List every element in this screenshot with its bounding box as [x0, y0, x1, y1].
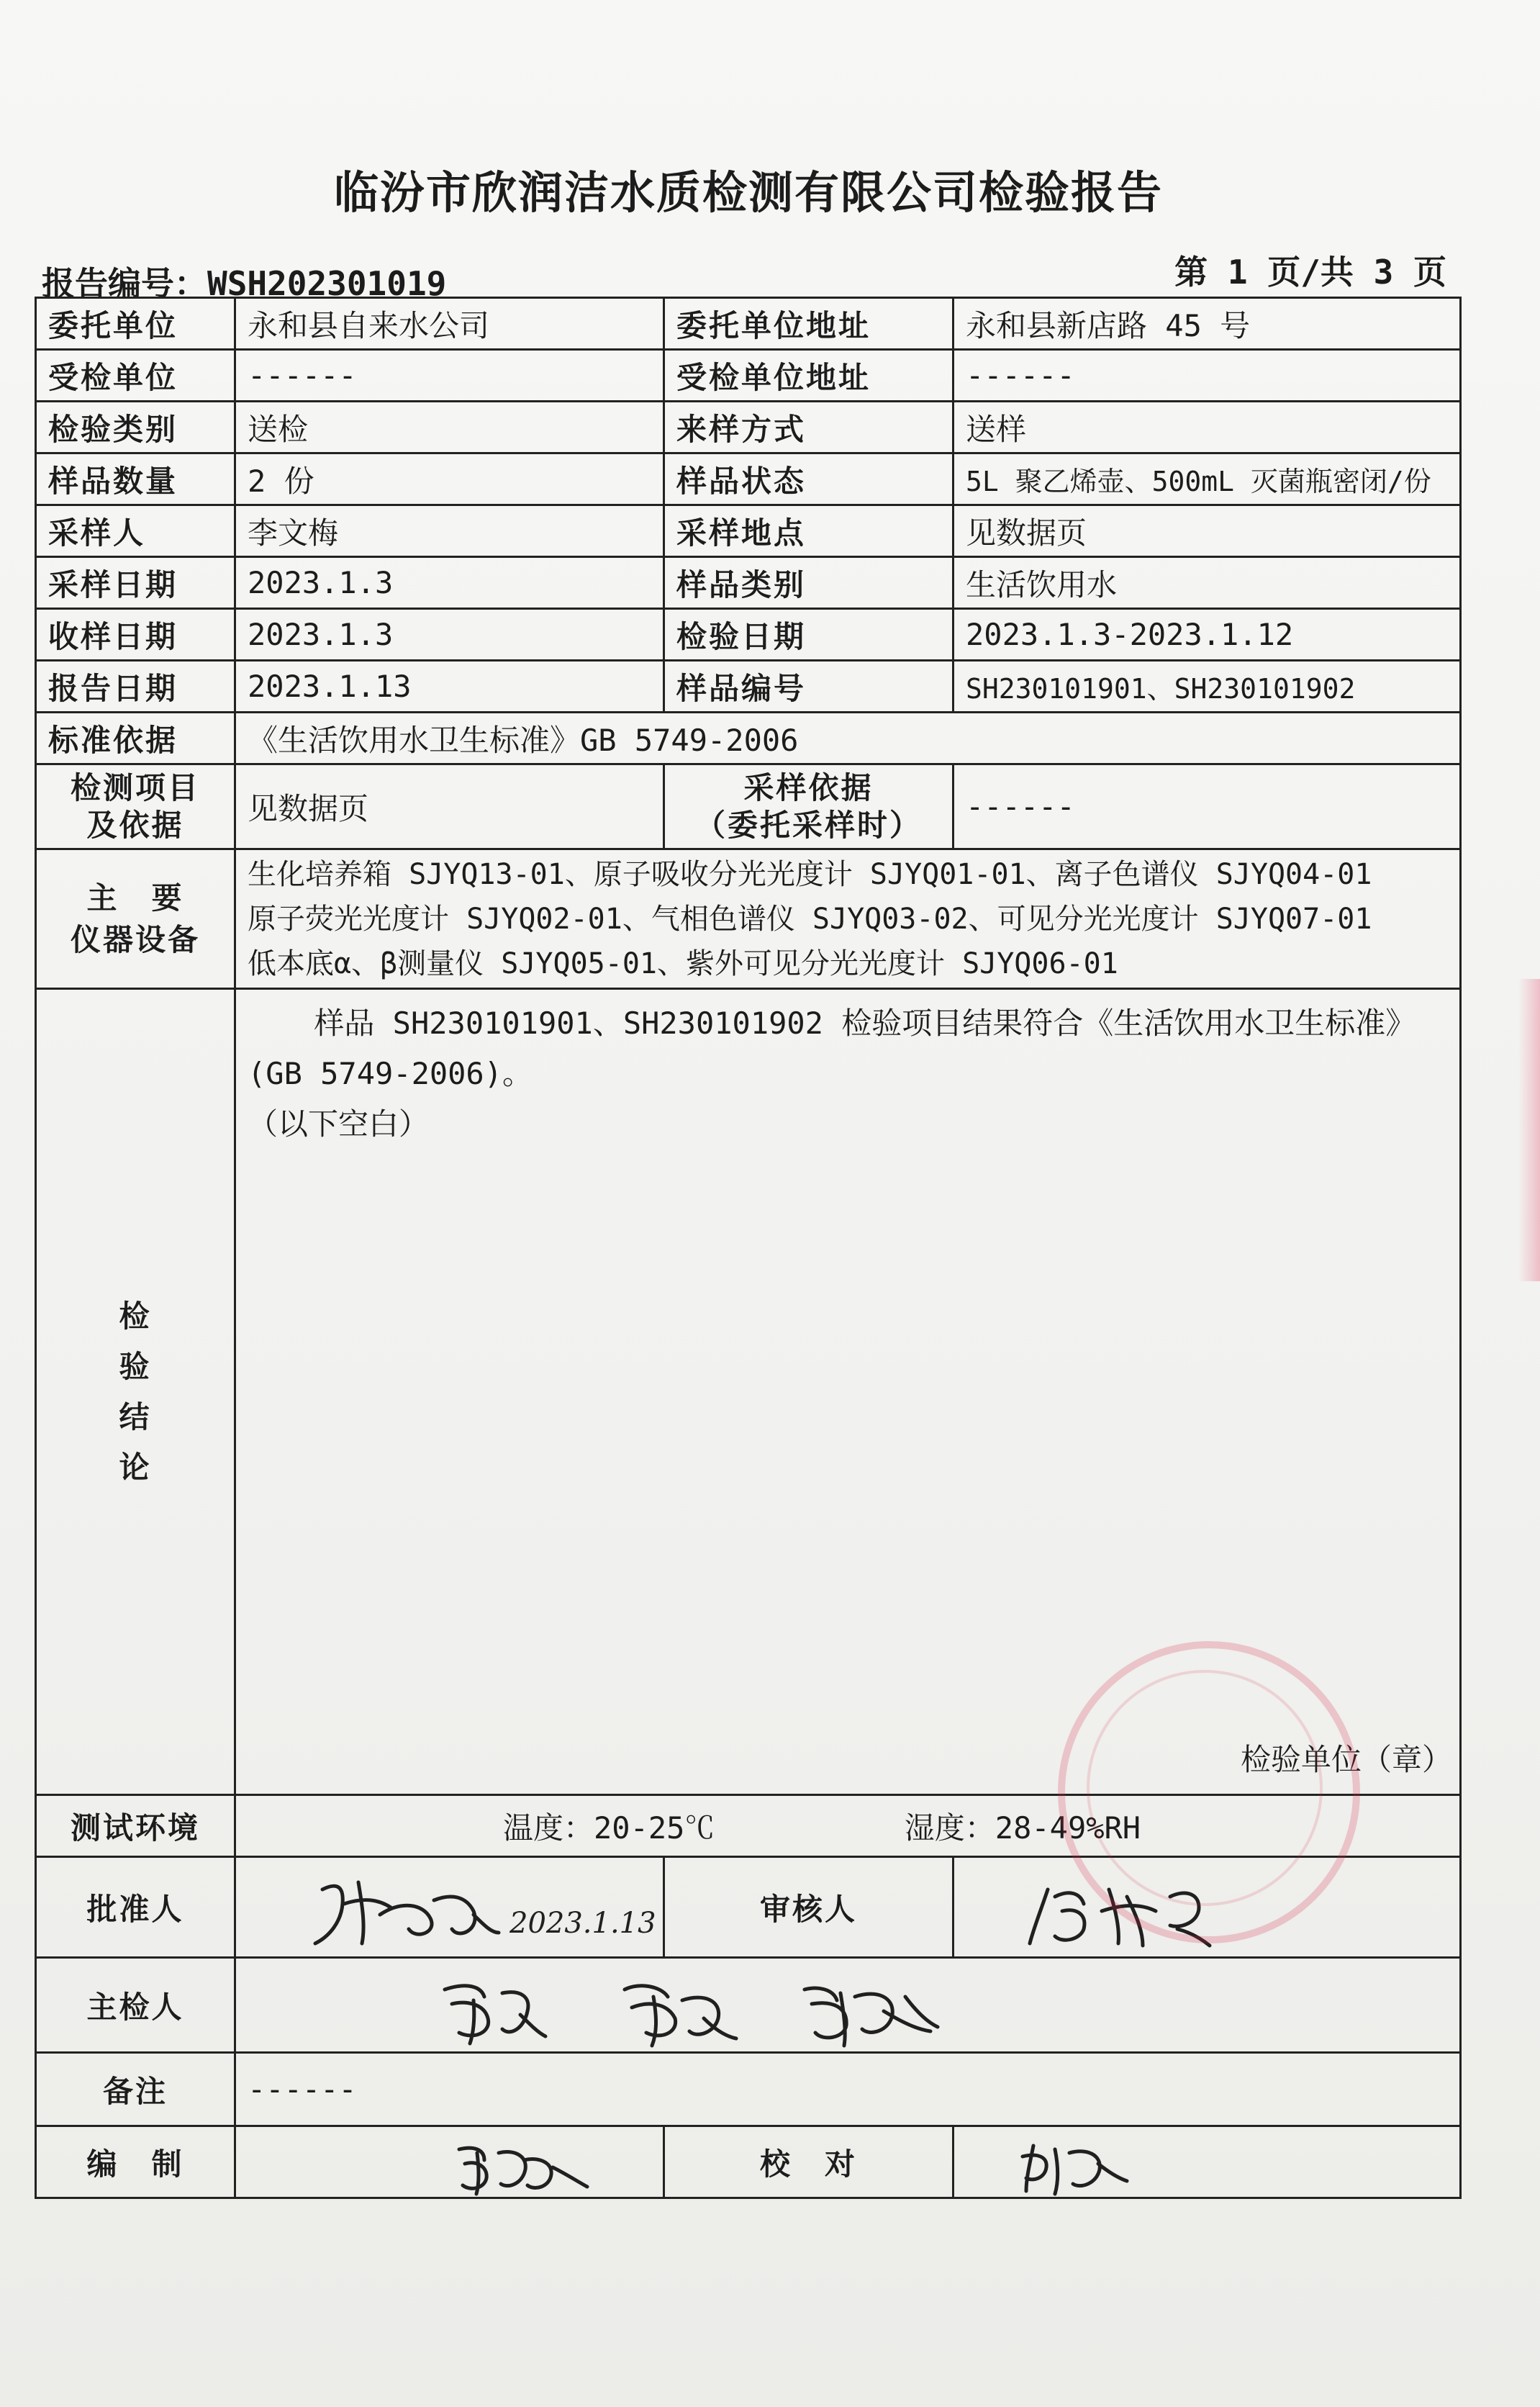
row-remark — [36, 2053, 1461, 2126]
report-table — [35, 297, 1462, 2199]
conclusion-char: 论 — [119, 1449, 152, 1485]
quantity-value: 2 份 — [235, 453, 664, 505]
conclusion-text: 样品 SH230101901、SH230101902 检验项目结果符合《生活饮用水卫生标准》(GB 5749-2006)。 — [248, 1006, 1416, 1091]
items-label-line2: 及依据 — [86, 807, 184, 843]
row-sampler — [36, 505, 1461, 557]
equipment-line1: 生化培养箱 SJYQ13-01、原子吸收分光光度计 SJYQ01-01、离子色谱仪 SJYQ04-01 — [248, 857, 1372, 891]
row-environment — [36, 1795, 1461, 1857]
items-label-line1: 检测项目 — [70, 769, 200, 805]
sampler-label: 采样人 — [36, 505, 235, 557]
sample-state-value: 5L 聚乙烯壶、500mL 灭菌瓶密闭/份 — [954, 453, 1461, 505]
items-label — [36, 764, 235, 849]
inspected-address-value: ------ — [954, 350, 1461, 402]
basis-label — [664, 764, 954, 849]
conclusion-label — [36, 989, 235, 1795]
inspected-address-label: 受检单位地址 — [664, 350, 954, 402]
category-label: 检验类别 — [36, 402, 235, 453]
inspected-label: 受检单位 — [36, 350, 235, 402]
inspected-value: ------ — [235, 350, 664, 402]
sampling-site-label: 采样地点 — [664, 505, 954, 557]
sampling-mode-label: 来样方式 — [664, 402, 954, 453]
inspector-label: 主检人 — [36, 1958, 235, 2053]
proofreader-label: 校 对 — [664, 2126, 954, 2198]
approver-signature — [236, 1861, 656, 1954]
row-approval — [36, 1857, 1461, 1958]
equipment-label-line2: 仪器设备 — [70, 921, 200, 957]
standard-label: 标准依据 — [36, 713, 235, 764]
equipment-line2: 原子荧光光度计 SJYQ02-01、气相色谱仪 SJYQ03-02、可见分光光度计 SJYQ07-01 — [248, 902, 1372, 936]
remark-value: ------ — [235, 2053, 1461, 2126]
equipment-value — [235, 849, 1461, 989]
proofreader-signature-cell — [954, 2126, 1461, 2198]
row-client — [36, 298, 1461, 350]
sample-number-value: SH230101901、SH230101902 — [954, 661, 1461, 713]
conclusion-content — [235, 989, 1461, 1795]
row-standard — [36, 713, 1461, 764]
client-label: 委托单位 — [36, 298, 235, 350]
client-value: 永和县自来水公司 — [235, 298, 664, 350]
unit-stamp-label: 检验单位（章） — [1241, 1742, 1453, 1777]
equipment-line3: 低本底α、β测量仪 SJYQ05-01、紫外可见分光光度计 SJYQ06-01 — [248, 947, 1118, 980]
row-editor — [36, 2126, 1461, 2198]
page-edge-seal-mark — [1518, 979, 1540, 1281]
conclusion-char: 检 — [119, 1298, 152, 1334]
sample-date-label: 采样日期 — [36, 557, 235, 609]
report-title: 临汾市欣润洁水质检测有限公司检验报告 — [333, 166, 1163, 219]
report-date-label: 报告日期 — [36, 661, 235, 713]
report-date-value: 2023.1.13 — [235, 661, 664, 713]
receive-date-value: 2023.1.3 — [235, 609, 664, 661]
inspector-signatures — [236, 1961, 1100, 2050]
sample-type-value: 生活饮用水 — [954, 557, 1461, 609]
client-address-value: 永和县新店路 45 号 — [954, 298, 1461, 350]
editor-signature-cell — [235, 2126, 664, 2198]
editor-label: 编 制 — [36, 2126, 235, 2198]
sample-type-label: 样品类别 — [664, 557, 954, 609]
sampling-mode-value: 送样 — [954, 402, 1461, 453]
row-receive-date — [36, 609, 1461, 661]
row-report-date — [36, 661, 1461, 713]
items-value: 见数据页 — [235, 764, 664, 849]
row-equipment — [36, 849, 1461, 989]
approver-label: 批准人 — [36, 1857, 235, 1958]
conclusion-char: 验 — [119, 1348, 152, 1384]
row-inspected — [36, 350, 1461, 402]
row-items — [36, 764, 1461, 849]
sample-number-label: 样品编号 — [664, 661, 954, 713]
test-date-value: 2023.1.3-2023.1.12 — [954, 609, 1461, 661]
inspector-signature-cell — [235, 1958, 1461, 2053]
sampler-value: 李文梅 — [235, 505, 664, 557]
row-quantity — [36, 453, 1461, 505]
remark-label: 备注 — [36, 2053, 235, 2126]
environment-value — [235, 1795, 1461, 1857]
page-number: 第 1 页/共 3 页 — [1174, 253, 1446, 292]
row-inspector — [36, 1958, 1461, 2053]
row-conclusion — [36, 989, 1461, 1795]
client-address-label: 委托单位地址 — [664, 298, 954, 350]
category-value: 送检 — [235, 402, 664, 453]
humidity-value: 湿度：28-49%RH — [904, 1810, 1141, 1846]
row-category — [36, 402, 1461, 453]
approve-date: 2023.1.13 — [509, 1906, 656, 1940]
approver-signature-cell — [235, 1857, 664, 1958]
editor-signature — [236, 2128, 639, 2197]
conclusion-char: 结 — [119, 1399, 152, 1435]
basis-label-line1: 采样依据 — [743, 769, 874, 805]
receive-date-label: 收样日期 — [36, 609, 235, 661]
basis-value: ------ — [954, 764, 1461, 849]
row-sample-date — [36, 557, 1461, 609]
equipment-label-line1: 主 要 — [86, 880, 184, 916]
quantity-label: 样品数量 — [36, 453, 235, 505]
reviewer-signature-cell — [954, 1857, 1461, 1958]
reviewer-label: 审核人 — [664, 1857, 954, 1958]
temperature-value: 温度：20-25℃ — [503, 1810, 715, 1846]
environment-label: 测试环境 — [36, 1795, 235, 1857]
reviewer-signature — [954, 1861, 1458, 1954]
proofreader-signature — [954, 2128, 1458, 2197]
blank-note: （以下空白） — [248, 1106, 430, 1142]
sample-date-value: 2023.1.3 — [235, 557, 664, 609]
equipment-label — [36, 849, 235, 989]
standard-value: 《生活饮用水卫生标准》GB 5749-2006 — [235, 713, 1461, 764]
test-date-label: 检验日期 — [664, 609, 954, 661]
report-number: 报告编号：WSH202301019 — [42, 264, 447, 303]
sampling-site-value: 见数据页 — [954, 505, 1461, 557]
basis-label-line2: （委托采样时） — [695, 807, 923, 843]
sample-state-label: 样品状态 — [664, 453, 954, 505]
